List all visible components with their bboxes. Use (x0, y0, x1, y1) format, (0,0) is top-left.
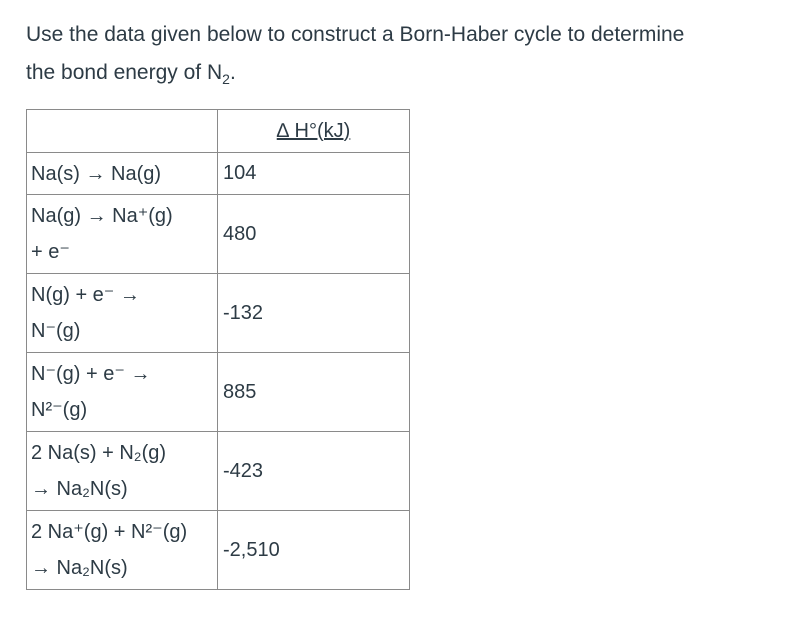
reaction-cell (27, 432, 218, 511)
question-line-1: Use the data given below to construct a Born-Haber cycle to determine (26, 23, 685, 46)
question-text (26, 16, 786, 98)
reaction-line: N(g) + e⁻ → (31, 284, 140, 306)
enthalpy-value: -2,510 (218, 511, 410, 590)
header-enthalpy-cell: ∆ H°(kJ) (218, 110, 410, 153)
table-row (27, 353, 410, 432)
reaction-line: 2 Na(s) + N₂(g) (31, 442, 167, 464)
reaction-line: N⁻(g) (31, 320, 81, 342)
enthalpy-data-table (26, 109, 410, 590)
reaction-line: 2 Na⁺(g) + N²⁻(g) (31, 521, 188, 543)
question-line-2 (26, 54, 786, 98)
enthalpy-value: 104 (218, 153, 410, 195)
enthalpy-value: -423 (218, 432, 410, 511)
reaction-line: Na(g) → Na⁺(g) (31, 205, 173, 227)
reaction-cell (27, 195, 218, 274)
reaction-line: + e⁻ (31, 241, 70, 263)
question-line-2-period: . (229, 61, 236, 84)
enthalpy-value: 885 (218, 353, 410, 432)
table-header-row (27, 110, 410, 153)
reaction-cell (27, 274, 218, 353)
table-row (27, 432, 410, 511)
enthalpy-value: 480 (218, 195, 410, 274)
header-reaction-cell (27, 110, 218, 153)
enthalpy-value: -132 (218, 274, 410, 353)
reaction-line: → Na₂N(s) (31, 478, 128, 500)
table-row (27, 153, 410, 195)
reaction-cell (27, 511, 218, 590)
question-line-2-subscript: 2 (222, 71, 230, 88)
reaction-line: Na(s) → Na(g) (31, 162, 162, 185)
table-row (27, 274, 410, 353)
reaction-line: N²⁻(g) (31, 399, 88, 421)
table-row (27, 511, 410, 590)
reaction-line: → Na₂N(s) (31, 557, 128, 579)
question-line-2-text: the bond energy of N (26, 61, 223, 84)
reaction-cell (27, 353, 218, 432)
reaction-line: N⁻(g) + e⁻ → (31, 363, 151, 385)
table-row (27, 195, 410, 274)
reaction-cell (27, 153, 218, 195)
